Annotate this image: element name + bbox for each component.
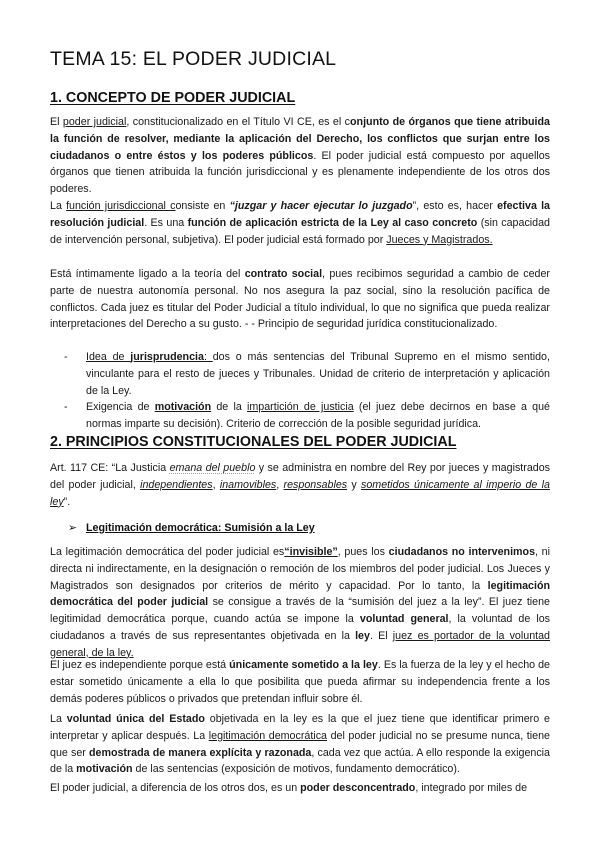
text: (el juez debe decirnos en base a qué normas imparte su decisión). Criterio de corrección de la posible seguridad jurídica. [86, 401, 550, 431]
text: , ni directa ni indirectamente, en la designación o remoción de los miembros del poder judicial. Los Jueces y Magistrados son designados por criterios de mérito y capacidad. Por lo tanto, la [50, 546, 550, 592]
text: La [50, 200, 67, 212]
text: , pues recibimos seguridad a cambio de ceder parte de nuestra autonomía personal. No nos asegura la paz social, sino la resolución pacífica de conflictos. Cada juez es titular del Poder Judicial a título individual, lo que no significa que pueda realizar interpretaciones del Derecho a su gusto. - - Principio de seguridad jurídica constitucionalizado. [50, 268, 550, 331]
text: Art. 117 CE: “La Justicia [50, 462, 170, 474]
text: (sin capacidad de intervención personal, subjetiva). El poder judicial está formado por [50, 216, 550, 246]
text: de las sentencias (exposición de motivos, fundamento democrático). [132, 763, 460, 776]
term-imparticion-justicia: impartición de justicia [247, 401, 354, 414]
term-responsables: responsables [283, 478, 348, 491]
bold-efectiva: efectiva la resolución judicial [50, 200, 550, 229]
section-2-heading: 2. PRINCIPIOS CONSTITUCIONALES DEL PODER JUDICIAL [50, 434, 457, 450]
text: , integrado por miles de [415, 782, 528, 794]
text: La legitimación democrática del poder judicial es [50, 546, 285, 558]
article-117-quote [50, 460, 550, 510]
text: . El poder judicial está compuesto por aquellos órganos que tienen atribuida la función jurisdiccional y es plenamente independiente de los otros dos poderes. [50, 149, 550, 196]
subsection-title: Legitimación democrática: Sumisión a la Ley [86, 522, 315, 534]
text: ”, esto es, hacer [412, 200, 498, 212]
paragraph-6 [50, 711, 550, 778]
text: se consigue a través de la “sumisión del juez a la ley”. El juez tiene legitimidad democrática porque, cuando actúa se impone la [50, 596, 550, 626]
term-emana-pueblo: emana del pueblo [169, 462, 256, 474]
text: dos o más sentencias del Tribunal Supremo en el mismo sentido, vinculante para el resto de jueces y Tribunales. Unidad de criterio de interpretación y aplicación de la Ley. [86, 351, 550, 397]
term-independientes: independientes [140, 478, 213, 491]
term-inamovibles: inamovibles [219, 478, 277, 491]
arrow-icon: ➢ [68, 522, 77, 534]
text: El poder judicial, a diferencia de los otros dos, es un [50, 782, 301, 794]
bold-sometido-ley: únicamente sometido a la ley [229, 659, 378, 671]
text: de la [211, 401, 247, 414]
term-juez-portador: juez es portador de la voluntad general, de la ley. [50, 629, 550, 659]
bold-motivacion: motivación [76, 763, 133, 776]
list-item [64, 349, 550, 399]
paragraph-3 [50, 266, 550, 333]
bold-legitimacion: legitimación democrática del poder judicial [50, 579, 550, 609]
bullet-list [64, 349, 550, 433]
text: : [203, 351, 213, 363]
bold-ley: ley [355, 629, 370, 642]
section-1-heading: 1. CONCEPTO DE PODER JUDICIAL [50, 90, 296, 106]
text: El juez es independiente porque está [50, 659, 230, 671]
text: y se administra en nombre del Rey por jueces y magistrados del poder judicial, [50, 462, 550, 491]
paragraph-7 [50, 780, 550, 797]
text: Idea de [86, 351, 131, 363]
text: del poder judicial no se presume nunca, tiene que ser [50, 729, 550, 759]
subsection-heading [68, 520, 315, 537]
bullet-dash: - [64, 351, 68, 363]
text: , [276, 478, 284, 491]
text: La [50, 713, 67, 725]
text: , constitucionalizado en el Título VI CE, es el c [126, 116, 351, 128]
bold-voluntad-general: voluntad general [359, 613, 449, 626]
text: , la voluntad de los ciudadanos a través de sus representantes objetivada en la [50, 613, 550, 642]
term-legitimacion-democratica: legitimación democrática [208, 729, 327, 742]
bold-voluntad-unica: voluntad única del Estado [66, 713, 205, 725]
document-title: TEMA 15: EL PODER JUDICIAL [50, 48, 337, 70]
text: onsiste en [175, 200, 230, 212]
term-poder-judicial: poder judicial [62, 116, 127, 128]
paragraph-5 [50, 657, 550, 707]
text: , cada vez que actúa. A ello responde la exigencia de la [50, 746, 550, 776]
bold-funcion-aplicacion: función de aplicación estricta de la Ley al caso concreto [187, 216, 478, 229]
quote-juzgar: “juzgar y hacer ejecutar lo juzgado [229, 200, 413, 212]
bold-ciudadanos: ciudadanos no intervenimos [388, 546, 536, 558]
list-item [64, 399, 550, 433]
term-jurisprudencia: jurisprudencia [130, 351, 204, 363]
text: . El [369, 629, 393, 642]
text: El [50, 116, 63, 128]
text: objetivada en la ley es la que el juez tiene que identificar primero e interpretar y aplicar después. La [50, 713, 550, 742]
bullet-dash: - [64, 401, 68, 414]
term-jueces-magistrados: Jueces y Magistrados. [386, 233, 493, 246]
definition-bold: onjunto de órganos que tiene atribuida la función de resolver, mediante la aplicación del Derecho, los conflictos que surjan entre los ciudadanos o entre éstos y los poderes públicos [50, 116, 550, 162]
text: Está íntimamente ligado a la teoría del [50, 268, 245, 280]
bold-contrato-social: contrato social [244, 268, 323, 280]
paragraph-2 [50, 198, 550, 248]
bold-demostrada: demostrada de manera explícita y razonada [88, 746, 312, 759]
text: , [212, 478, 220, 491]
paragraph-4 [50, 544, 550, 662]
term-invisible: “invisible” [284, 546, 338, 558]
text: ”. [63, 495, 71, 508]
term-motivacion: motivación [154, 401, 212, 414]
text: Exigencia de [86, 401, 155, 414]
text: , pues los [337, 546, 389, 558]
term-funcion-jurisdiccional: función jurisdiccional c [66, 200, 176, 212]
text: y [347, 478, 362, 491]
text: . Es una [144, 216, 188, 229]
bold-poder-desconcentrado: poder desconcentrado [300, 782, 416, 794]
text: . Es la fuerza de la ley y el hecho de estar sometido únicamente a ella lo que posibilita que pueda afirmar su independencia frente a los demás poderes públicos o privados que pretendan influir sobre él. [50, 659, 550, 705]
term-sometidos-ley: sometidos únicamente al imperio de la ley [50, 478, 550, 508]
paragraph-1 [50, 114, 550, 198]
